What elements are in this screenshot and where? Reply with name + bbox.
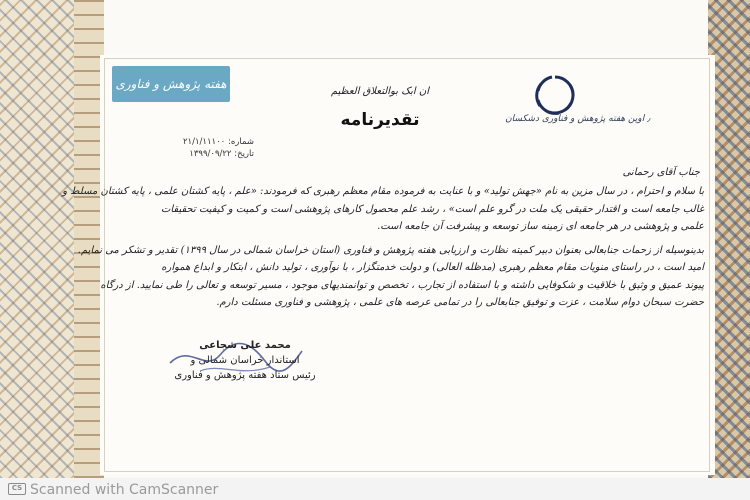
body-line: پیوند عمیق و وثیق با خلاقیت و شکوفایی داشته و با استفاده از تجارب ، تخصص و توانمندیهای موجود ، مسیر توسعه و تعالی را طی نمایید. از درگاه bbox=[100, 279, 704, 291]
research-week-badge: هفته پژوهش و فناوری bbox=[112, 66, 230, 102]
body-line: علمی و پژوهشی در هر جامعه ای زمینه ساز توسعه و پیشرفت آن جامعه است. bbox=[377, 221, 704, 232]
recipient-salutation: جناب آقای رحمانی bbox=[622, 167, 700, 178]
document-meta bbox=[124, 136, 254, 160]
body-line: حضرت سبحان دوام سلامت ، عزت و توفیق جنابعالی را در تمامی عرصه های علمی ، پژوهشی و فناوری مسئلت دارم. bbox=[216, 297, 704, 308]
signature-block bbox=[140, 338, 350, 383]
signer-name: محمد علی شجاعی bbox=[199, 340, 291, 351]
body-line: غالب جامعه است و اقتدار حقیقی یک ملت در گرو علم است» ، رشد علم محصول کارهای پژوهشی است و کمیت و کیفیت تحقیقات bbox=[160, 203, 704, 215]
camscanner-logo-icon: CS bbox=[8, 483, 26, 495]
basmala: ان ابک بوالتعلاق العظيم bbox=[330, 86, 430, 97]
scanner-watermark-text: Scanned with CamScanner bbox=[30, 482, 219, 498]
signer-role: استاندار خراسان شمالی و bbox=[190, 355, 300, 366]
body-line: با سلام و احترام ، در سال مزین به نام «جهش تولید» و با عنایت به فرموده مقام معظم رهبری که فرمودند: «علم ، پایه کشتان علمی ، پایه کشتان مسلط و bbox=[62, 186, 704, 197]
body-line: امید است ، در راستای منویات مقام معظم رهبری (مدظله العالی) و دولت خدمتگزار ، با نوآوری ، تولید دانش ، ابتکار و ابداع همواره bbox=[161, 262, 704, 273]
swirl-logo-icon bbox=[520, 70, 590, 120]
signer-role: رئیس ستاد هفته پژوهش و فناوری bbox=[174, 370, 316, 381]
document-date: تاریخ: ۱۳۹۹/۰۹/۲۲ bbox=[189, 149, 254, 159]
certificate-body bbox=[62, 183, 704, 312]
logo-caption: ٫ اوین هفته پژوهش و فناوری دشکسان bbox=[505, 114, 650, 124]
body-line: بدینوسیله از زحمات جنابعالی بعنوان دبیر کمیته نظارت و ارزیابی هفته پژوهش و فناوری (استان خراسان شمالی در سال ۱۳۹۹) تقدیر و تشکر می نمایم. bbox=[77, 244, 704, 256]
certificate-title: تقدیرنامه bbox=[340, 110, 420, 130]
document-number: شماره: ۲۱/۱/۱۱۱۰۰ bbox=[182, 137, 254, 147]
